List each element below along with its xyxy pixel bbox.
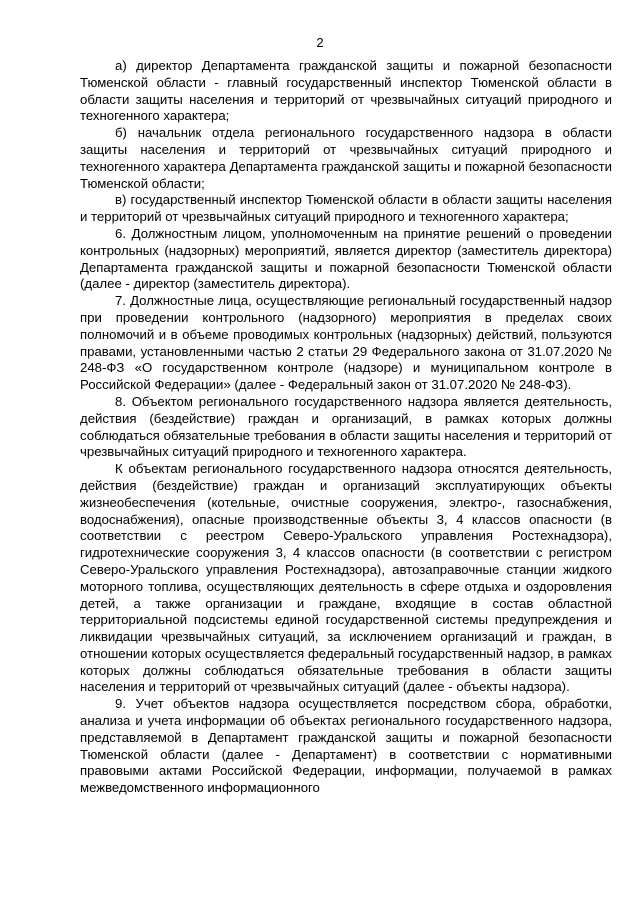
paragraph-6-authorized-official: 6. Должностным лицом, уполномоченным на принятие решений о проведении контрольных (надзорных) мероприятий, является директор (заместитель директора) Департамента гражданской защиты и пожарной безопасности Тюменской области (далее - директор (заместитель директора). [80, 225, 612, 292]
paragraph-b-department-head: б) начальник отдела регионального государственного надзора в области защиты населения и территорий от чрезвычайных ситуаций природного и техногенного характера Департамента гражданской защиты и пожарной безопасности Тюменской области; [80, 125, 612, 191]
page-number: 2 [316, 35, 324, 50]
paragraph-9-objects-accounting: 9. Учет объектов надзора осуществляется посредством сбора, обработки, анализа и учета информации об объектах регионального государственного надзора, представляемой в Департамент гражданской защиты и пожарной безопасности Тюменской области (далее - Департамент) в соответствии с нормативными правовыми актами Российской Федерации, информации, получаемой в рамках межведомственного информационного [80, 696, 612, 796]
document-body [80, 58, 612, 797]
paragraph-a-director: а) директор Департамента гражданской защиты и пожарной безопасности Тюменской области - главный государственный инспектор Тюменской области в области защиты населения и территорий от чрезвычайных ситуаций природного и техногенного характера; [80, 58, 612, 124]
paragraph-7-official-rights: 7. Должностные лица, осуществляющие региональный государственный надзор при проведении контрольного (надзорного) мероприятия в пределах своих полномочий и в объеме проводимых контрольных (надзорных) действий, пользуются правами, установленными частью 2 статьи 29 Федерального закона от 31.07.2020 № 248-ФЗ «О государственном контроле (надзоре) и муниципальном контроле в Российской Федерации» (далее - Федеральный закон от 31.07.2020 № 248-ФЗ). [80, 293, 612, 393]
paragraph-c-state-inspector: в) государственный инспектор Тюменской области в области защиты населения и территорий от чрезвычайных ситуаций природного и техногенного характера; [80, 192, 612, 225]
paragraph-8-supervision-object: 8. Объектом регионального государственного надзора является деятельность, действия (бездействие) граждан и организаций, в рамках которых должны соблюдаться обязательные требования в области защиты населения и территорий от чрезвычайных ситуаций природного и техногенного характера. [80, 393, 612, 460]
paragraph-supervision-objects-list: К объектам регионального государственного надзора относятся деятельность, действия (бездействие) граждан и организаций эксплуатирующих объекты жизнеобеспечения (котельные, очистные сооружения, электро-, газоснабжения, водоснабжения), опасные производственные объекты 3, 4 классов опасности (в соответствии с реестром Северо-Уральского управления Ростехнадзора), гидротехнические сооружения 3, 4 классов опасности (в соответствии с регистром Северо-Уральского управления Ростехнадзора), автозаправочные станции жидкого моторного топлива, осуществляющих деятельность в сфере отдыха и оздоровления детей, а также организации и граждане, входящие в состав областной территориальной подсистемы единой государственной системы предупреждения и ликвидации чрезвычайных ситуаций, за исключением организаций и граждан, в отношении которых осуществляется федеральный государственный надзор, в рамках которых должны соблюдаться обязательные требования в области защиты населения и территорий от чрезвычайных ситуаций (далее - объекты надзора). [80, 461, 612, 695]
